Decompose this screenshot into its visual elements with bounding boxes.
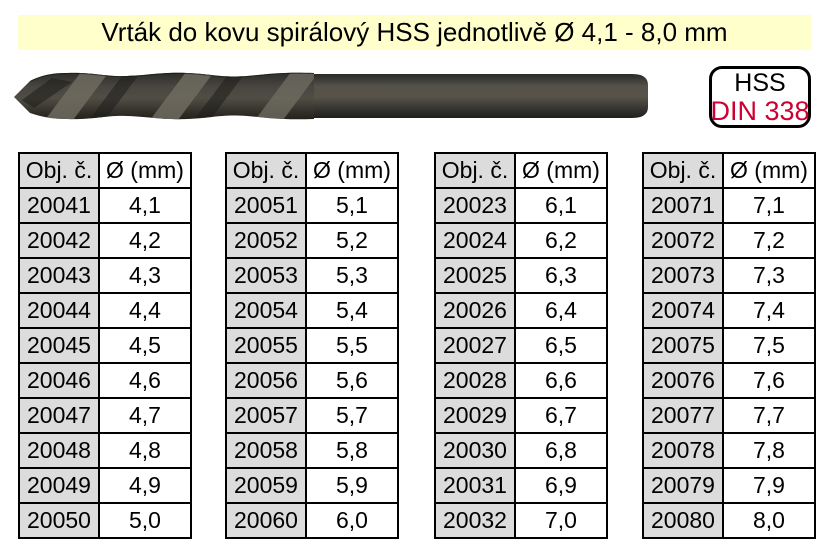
table-row (643, 258, 815, 293)
table-row (435, 223, 607, 258)
table-row (19, 258, 191, 293)
order-number-cell: 20026 (435, 293, 515, 328)
order-number-cell: 20031 (435, 468, 515, 503)
table-row (226, 398, 398, 433)
diameter-cell: 7,4 (723, 293, 815, 328)
diameter-cell: 5,4 (306, 293, 398, 328)
diameter-cell: 4,8 (99, 433, 191, 468)
order-number-cell: 20041 (19, 188, 99, 223)
drill-size-table-1 (18, 152, 192, 539)
order-number-cell: 20053 (226, 258, 306, 293)
order-number-cell: 20056 (226, 363, 306, 398)
diameter-cell: 4,9 (99, 468, 191, 503)
diameter-cell: 6,9 (515, 468, 607, 503)
diameter-cell: 5,7 (306, 398, 398, 433)
order-number-cell: 20049 (19, 468, 99, 503)
diameter-cell: 4,7 (99, 398, 191, 433)
table-row (643, 503, 815, 538)
badge-material-label: HSS (734, 68, 786, 97)
diameter-header: Ø (mm) (99, 153, 191, 188)
diameter-cell: 6,3 (515, 258, 607, 293)
diameter-cell: 7,9 (723, 468, 815, 503)
diameter-cell: 5,9 (306, 468, 398, 503)
diameter-cell: 4,2 (99, 223, 191, 258)
material-standard-badge (709, 66, 811, 128)
table-row (435, 468, 607, 503)
order-number-cell: 20058 (226, 433, 306, 468)
diameter-cell: 5,2 (306, 223, 398, 258)
diameter-cell: 5,3 (306, 258, 398, 293)
badge-standard-label: DIN 338 (710, 95, 810, 126)
diameter-cell: 5,0 (99, 503, 191, 538)
table-header-row (19, 153, 191, 188)
diameter-cell: 7,1 (723, 188, 815, 223)
order-number-cell: 20047 (19, 398, 99, 433)
diameter-cell: 7,6 (723, 363, 815, 398)
table-row (19, 468, 191, 503)
order-number-cell: 20076 (643, 363, 723, 398)
diameter-cell: 4,6 (99, 363, 191, 398)
order-number-cell: 20054 (226, 293, 306, 328)
order-number-cell: 20059 (226, 468, 306, 503)
table-row (19, 293, 191, 328)
table-row (435, 293, 607, 328)
table-row (226, 433, 398, 468)
order-number-cell: 20078 (643, 433, 723, 468)
table-row (435, 328, 607, 363)
drill-bit-image (12, 64, 650, 128)
diameter-cell: 4,1 (99, 188, 191, 223)
diameter-cell: 4,3 (99, 258, 191, 293)
table-row (19, 188, 191, 223)
order-number-cell: 20046 (19, 363, 99, 398)
order-number-cell: 20045 (19, 328, 99, 363)
drill-size-table-3 (434, 152, 608, 539)
order-number-cell: 20071 (643, 188, 723, 223)
order-number-cell: 20073 (643, 258, 723, 293)
table-header-row (435, 153, 607, 188)
table-row (19, 398, 191, 433)
diameter-cell: 7,2 (723, 223, 815, 258)
order-number-cell: 20044 (19, 293, 99, 328)
diameter-cell: 5,8 (306, 433, 398, 468)
diameter-cell: 7,5 (723, 328, 815, 363)
diameter-cell: 6,0 (306, 503, 398, 538)
order-number-cell: 20043 (19, 258, 99, 293)
table-row (643, 223, 815, 258)
diameter-cell: 4,4 (99, 293, 191, 328)
table-row (226, 468, 398, 503)
product-image-wrap (12, 64, 650, 128)
table-row (435, 503, 607, 538)
order-number-cell: 20032 (435, 503, 515, 538)
order-number-cell: 20024 (435, 223, 515, 258)
table-row (226, 223, 398, 258)
table-row (19, 363, 191, 398)
order-number-cell: 20060 (226, 503, 306, 538)
order-number-header: Obj. č. (435, 153, 515, 188)
diameter-header: Ø (mm) (723, 153, 815, 188)
table-row (643, 363, 815, 398)
diameter-cell: 6,4 (515, 293, 607, 328)
diameter-cell: 8,0 (723, 503, 815, 538)
order-number-cell: 20027 (435, 328, 515, 363)
order-number-cell: 20050 (19, 503, 99, 538)
diameter-cell: 7,8 (723, 433, 815, 468)
diameter-cell: 4,5 (99, 328, 191, 363)
order-number-header: Obj. č. (226, 153, 306, 188)
order-number-cell: 20074 (643, 293, 723, 328)
order-number-cell: 20077 (643, 398, 723, 433)
table-row (435, 258, 607, 293)
order-number-cell: 20057 (226, 398, 306, 433)
order-number-cell: 20072 (643, 223, 723, 258)
order-number-cell: 20055 (226, 328, 306, 363)
table-row (19, 328, 191, 363)
drill-size-table-2 (225, 152, 399, 539)
order-number-cell: 20052 (226, 223, 306, 258)
diameter-header: Ø (mm) (306, 153, 398, 188)
table-row (643, 468, 815, 503)
order-number-cell: 20042 (19, 223, 99, 258)
diameter-cell: 7,0 (515, 503, 607, 538)
table-row (226, 293, 398, 328)
diameter-cell: 6,1 (515, 188, 607, 223)
table-row (226, 503, 398, 538)
order-number-cell: 20080 (643, 503, 723, 538)
diameter-cell: 6,7 (515, 398, 607, 433)
table-row (435, 363, 607, 398)
table-row (19, 503, 191, 538)
order-number-cell: 20051 (226, 188, 306, 223)
table-row (226, 363, 398, 398)
table-row (435, 433, 607, 468)
diameter-cell: 5,1 (306, 188, 398, 223)
table-row (435, 188, 607, 223)
order-number-header: Obj. č. (643, 153, 723, 188)
table-row (435, 398, 607, 433)
diameter-header: Ø (mm) (515, 153, 607, 188)
diameter-cell: 6,5 (515, 328, 607, 363)
order-number-cell: 20048 (19, 433, 99, 468)
table-row (226, 258, 398, 293)
table-row (19, 223, 191, 258)
order-number-cell: 20029 (435, 398, 515, 433)
diameter-cell: 5,5 (306, 328, 398, 363)
order-number-cell: 20079 (643, 468, 723, 503)
drill-size-table-4 (642, 152, 816, 539)
diameter-cell: 6,2 (515, 223, 607, 258)
table-row (643, 433, 815, 468)
diameter-cell: 5,6 (306, 363, 398, 398)
table-row (643, 398, 815, 433)
table-header-row (226, 153, 398, 188)
table-row (643, 293, 815, 328)
table-row (226, 188, 398, 223)
order-number-cell: 20030 (435, 433, 515, 468)
diameter-cell: 7,3 (723, 258, 815, 293)
table-header-row (643, 153, 815, 188)
order-number-cell: 20023 (435, 188, 515, 223)
diameter-cell: 6,8 (515, 433, 607, 468)
table-row (226, 328, 398, 363)
table-row (643, 188, 815, 223)
diameter-cell: 6,6 (515, 363, 607, 398)
order-number-cell: 20028 (435, 363, 515, 398)
table-row (643, 328, 815, 363)
order-number-header: Obj. č. (19, 153, 99, 188)
order-number-cell: 20075 (643, 328, 723, 363)
page-title: Vrták do kovu spirálový HSS jednotlivě Ø 4,1 - 8,0 mm (18, 15, 811, 50)
table-row (19, 433, 191, 468)
order-number-cell: 20025 (435, 258, 515, 293)
diameter-cell: 7,7 (723, 398, 815, 433)
